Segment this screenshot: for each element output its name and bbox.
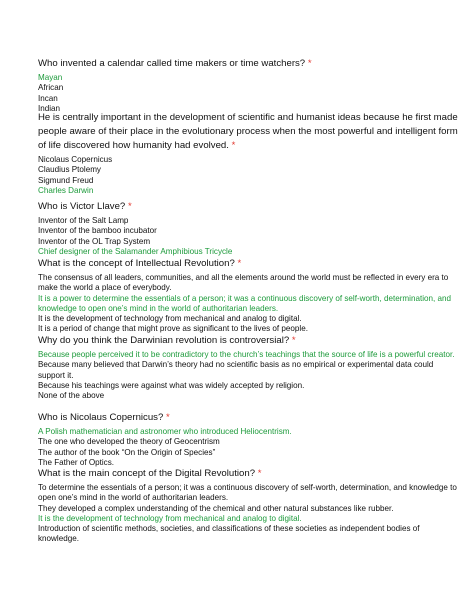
answer-option: They developed a complex understanding of the chemical and other natural substances like rubber. — [38, 503, 394, 513]
question-block — [38, 200, 458, 257]
answer-option: Because his teachings were against what was widely accepted by religion. — [38, 380, 305, 390]
question-block — [38, 334, 458, 401]
required-marker: * — [237, 258, 242, 269]
question-text: What is the concept of Intellectual Revolution? * — [38, 258, 242, 269]
answer-option: Sigmund Freud — [38, 175, 94, 185]
required-marker: * — [307, 58, 312, 69]
question-block — [38, 467, 458, 545]
question-block — [38, 111, 458, 196]
required-marker: * — [291, 335, 296, 346]
answer-option-correct: It is the development of technology from mechanical and analog to digital. — [38, 513, 302, 523]
required-marker: * — [127, 201, 132, 212]
answer-option: Inventor of the bamboo incubator — [38, 226, 157, 236]
answer-option: Incan — [38, 93, 58, 103]
required-marker: * — [257, 468, 262, 479]
answer-option: Indian — [38, 103, 61, 113]
answer-option: African — [38, 83, 64, 93]
answer-option: The author of the book “On the Origin of Species” — [38, 447, 216, 457]
question-text: What is the main concept of the Digital Revolution? * — [38, 468, 262, 479]
answer-option: To determine the essentials of a person; it was a continuous discovery of self-worth, determination, and knowledge to open one’s mind in the world of authoritarian leaders. — [38, 483, 457, 503]
answer-option: Because many believed that Darwin’s theory had no scientific basis as no empirical or experimental data could support it. — [38, 360, 434, 380]
answer-option: Inventor of the Salt Lamp — [38, 216, 129, 225]
required-marker: * — [165, 412, 170, 423]
question-block — [38, 411, 458, 468]
question-text: Who is Victor Llave? * — [38, 201, 132, 212]
question-block — [38, 57, 458, 114]
answer-option-correct: Charles Darwin — [38, 185, 94, 195]
question-text: Who is Nicolaus Copernicus? * — [38, 412, 170, 423]
answer-option-correct: Mayan — [38, 73, 63, 82]
answer-option-correct: Chief designer of the Salamander Amphibious Tricycle — [38, 246, 233, 256]
question-text: Why do you think the Darwinian revolution is controversial? * — [38, 335, 296, 346]
answer-option: The Father of Optics. — [38, 457, 115, 467]
answer-option: The one who developed the theory of Geocentrism — [38, 437, 220, 447]
question-text: He is centrally important in the development of scientific and humanist ideas because he first made people aware of their place in the evolutionary process when the most powerful and intelligent form of life discovered how humanity had evolved. * — [38, 112, 458, 151]
question-text: Who invented a calendar called time makers or time watchers? * — [38, 58, 312, 69]
answer-option: Claudius Ptolemy — [38, 165, 101, 175]
answer-option: It is the development of technology from mechanical and analog to digital. — [38, 314, 302, 324]
answer-option: It is a period of change that might prove as significant to the lives of people. — [38, 324, 308, 334]
question-block — [38, 257, 458, 335]
required-marker: * — [231, 140, 236, 151]
answer-option: Introduction of scientific methods, societies, and classifications of these societies as independent bodies of knowledge. — [38, 524, 420, 544]
answer-option-correct: It is a power to determine the essentials of a person; it was a continuous discovery of self-worth, determination, and knowledge to open one’s mind in the world of authoritarian leaders. — [38, 293, 451, 313]
answer-option: The consensus of all leaders, communities, and all the elements around the world must be reflected in every era to make the world a place of everybody. — [38, 273, 449, 293]
answer-option: Inventor of the OL Trap System — [38, 236, 151, 246]
answer-option-correct: Because people perceived it to be contradictory to the church’s teachings that the source of life is a powerful creator. — [38, 350, 455, 359]
answer-option: Nicolaus Copernicus — [38, 155, 113, 164]
answer-option-correct: A Polish mathematician and astronomer who introduced Heliocentrism. — [38, 427, 292, 436]
answer-option: None of the above — [38, 391, 105, 401]
